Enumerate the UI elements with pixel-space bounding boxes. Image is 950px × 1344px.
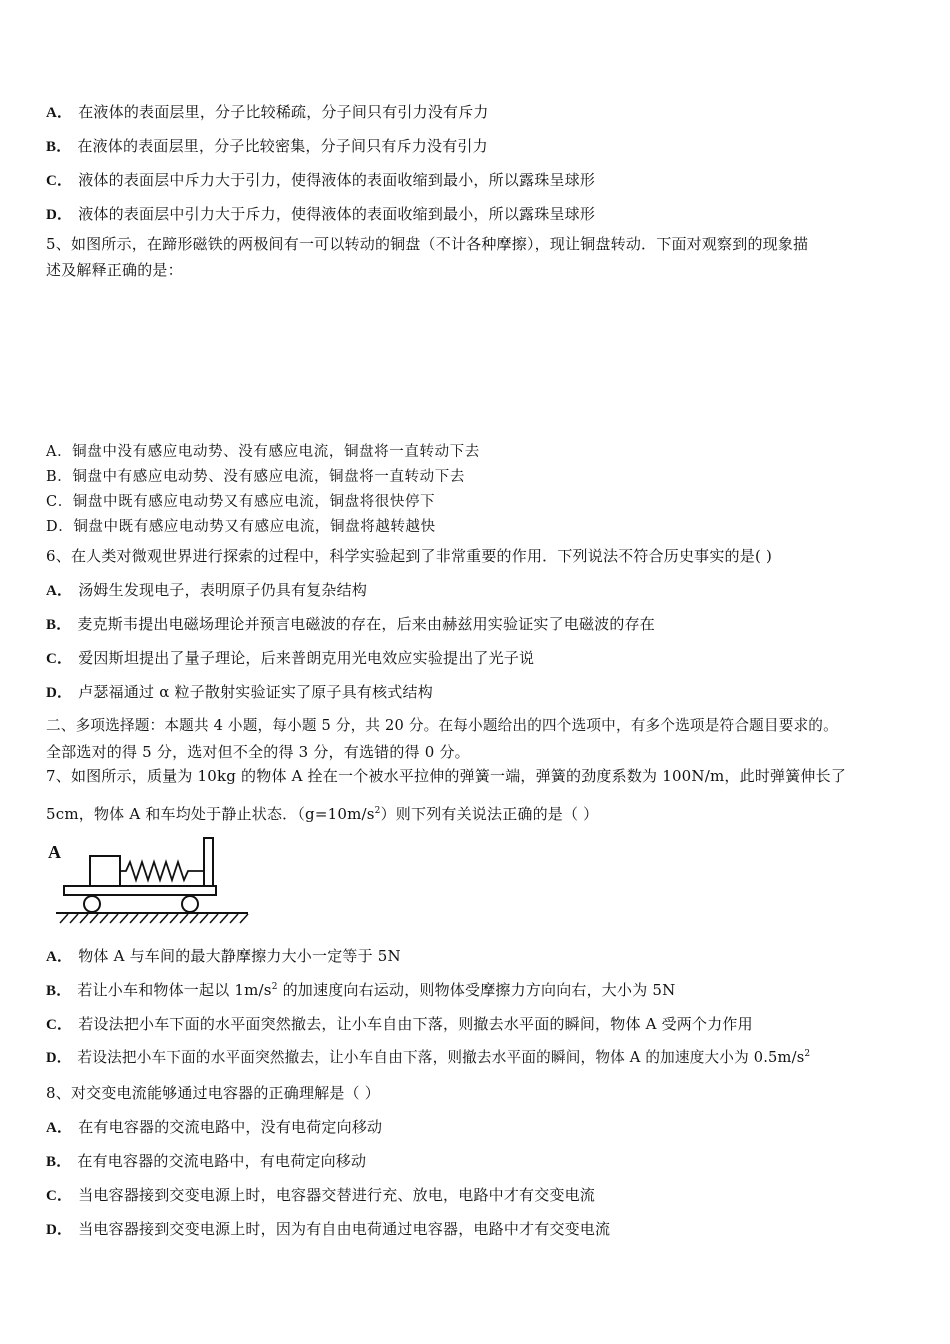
cart-spring-diagram [44, 836, 254, 928]
option-text: 在液体的表面层里，分子比较密集，分子间只有斥力没有引力 [77, 137, 488, 155]
q5-option-c: C．铜盘中既有感应电动势又有感应电流，铜盘将很快停下 [46, 494, 436, 510]
superscript: 2 [804, 1049, 811, 1060]
q6-option-d [46, 682, 433, 703]
option-text: 爱因斯坦提出了量子理论，后来普朗克用光电效应实验提出了光子说 [78, 649, 535, 667]
option-label: A． [46, 583, 73, 599]
q6-stem: 6、在人类对微观世界进行探索的过程中，科学实验起到了非常重要的作用．下列说法不符合历史事实的是( ) [46, 547, 773, 565]
q8-stem: 8、对交变电流能够通过电容器的正确理解是（ ） [46, 1084, 380, 1102]
option-label: B． [46, 617, 72, 633]
q7-option-a [46, 946, 401, 967]
cart-platform [64, 886, 216, 895]
option-text-part1: 若让小车和物体一起以 1m/s [77, 981, 272, 999]
option-text: 在有电容器的交流电路中，有电荷定向移动 [77, 1152, 367, 1170]
option-text: 液体的表面层中斥力大于引力，使得液体的表面收缩到最小，所以露珠呈球形 [78, 171, 596, 189]
option-text-part2: 的加速度向右运动，则物体受摩擦力方向向右，大小为 5N [277, 981, 676, 999]
option-text: 若设法把小车下面的水平面突然撤去，让小车自由下落，则撤去水平面的瞬间，物体 A 的加速度大小为 0.5m/s [77, 1049, 805, 1066]
q4-option-b [46, 136, 488, 157]
ground-hatching [60, 914, 248, 923]
q5-option-b: B．铜盘中有感应电动势、没有感应电流，铜盘将一直转动下去 [46, 469, 465, 485]
option-label: C． [46, 173, 73, 189]
option-label: A． [46, 105, 73, 121]
q5-option-a: A．铜盘中没有感应电动势、没有感应电流，铜盘将一直转动下去 [46, 444, 480, 460]
q7-figure [44, 836, 254, 928]
option-text: 卢瑟福通过 α 粒子散射实验证实了原子具有核式结构 [78, 683, 433, 701]
option-label: C． [46, 651, 73, 667]
q7-option-c [46, 1014, 753, 1035]
block-a [90, 856, 120, 886]
q7-option-b [46, 980, 675, 1001]
q5-stem-line2: 述及解释正确的是： [46, 261, 183, 279]
q8-option-c [46, 1185, 595, 1206]
q4-option-c [46, 170, 595, 191]
q5-stem-line1: 5、如图所示，在蹄形磁铁的两极间有一可以转动的铜盘（不计各种摩擦），现让铜盘转动．下面对观察到的现象描 [46, 235, 809, 253]
option-text: 若设法把小车下面的水平面突然撤去，让小车自由下落，则撤去水平面的瞬间，物体 A 受两个力作用 [78, 1015, 753, 1033]
option-text: 液体的表面层中引力大于斥力，使得液体的表面收缩到最小，所以露珠呈球形 [78, 205, 596, 223]
superscript: 2 [374, 806, 381, 816]
q7-stem-line1: 7、如图所示，质量为 10kg 的物体 A 拴在一个被水平拉伸的弹簧一端，弹簧的劲度系数为 100N/m，此时弹簧伸长了 [46, 767, 847, 785]
option-label: D． [46, 207, 73, 223]
option-text: 当电容器接到交变电源上时，因为有自由电荷通过电容器，电路中才有交变电流 [78, 1220, 611, 1238]
option-text: 物体 A 与车间的最大静摩擦力大小一定等于 5N [78, 947, 401, 965]
cart-wheel-left [84, 896, 100, 912]
spring [120, 862, 204, 880]
q4-option-d [46, 204, 595, 225]
option-label: B． [46, 139, 72, 155]
q6-option-b [46, 614, 655, 635]
q6-option-c [46, 648, 534, 669]
q7-stem-text-b: ）则下列有关说法正确的是（ ） [380, 805, 599, 823]
q7-stem-line2 [46, 804, 598, 824]
option-text: 在液体的表面层里，分子比较稀疏，分子间只有引力没有斥力 [78, 103, 489, 121]
q5-option-d: D．铜盘中既有感应电动势又有感应电流，铜盘将越转越快 [46, 519, 436, 535]
option-label: A． [46, 1120, 73, 1136]
q8-option-b [46, 1151, 366, 1172]
q4-option-a [46, 102, 489, 123]
option-label: D． [46, 1050, 72, 1066]
option-label: C． [46, 1188, 73, 1204]
option-label: B． [46, 983, 72, 999]
option-text: 在有电容器的交流电路中，没有电荷定向移动 [78, 1118, 383, 1136]
q6-option-a [46, 580, 367, 601]
q8-option-d [46, 1219, 610, 1240]
cart-wall [204, 838, 213, 888]
option-label: D． [46, 685, 73, 701]
option-label: A． [46, 949, 73, 965]
option-text: 汤姆生发现电子，表明原子仍具有复杂结构 [78, 581, 368, 599]
option-label: D． [46, 1222, 73, 1238]
section2-heading-line1: 二、多项选择题：本题共 4 小题，每小题 5 分，共 20 分。在每小题给出的四个选项中，有多个选项是符合题目要求的。 [46, 717, 838, 734]
cart-wheel-right [182, 896, 198, 912]
q7-option-d [46, 1048, 810, 1068]
figure-label-a: A [48, 842, 61, 862]
option-text: 当电容器接到交变电源上时，电容器交替进行充、放电，电路中才有交变电流 [78, 1186, 596, 1204]
q7-stem-text-a: 5cm，物体 A 和车均处于静止状态．（g=10m/s [46, 805, 375, 823]
option-label: B． [46, 1154, 72, 1170]
superscript: 2 [271, 982, 278, 992]
q8-option-a [46, 1117, 382, 1138]
section2-heading-line2: 全部选对的得 5 分，选对但不全的得 3 分，有选错的得 0 分。 [46, 743, 470, 761]
option-text: 麦克斯韦提出电磁场理论并预言电磁波的存在，后来由赫兹用实验证实了电磁波的存在 [77, 615, 656, 633]
option-label: C． [46, 1017, 73, 1033]
